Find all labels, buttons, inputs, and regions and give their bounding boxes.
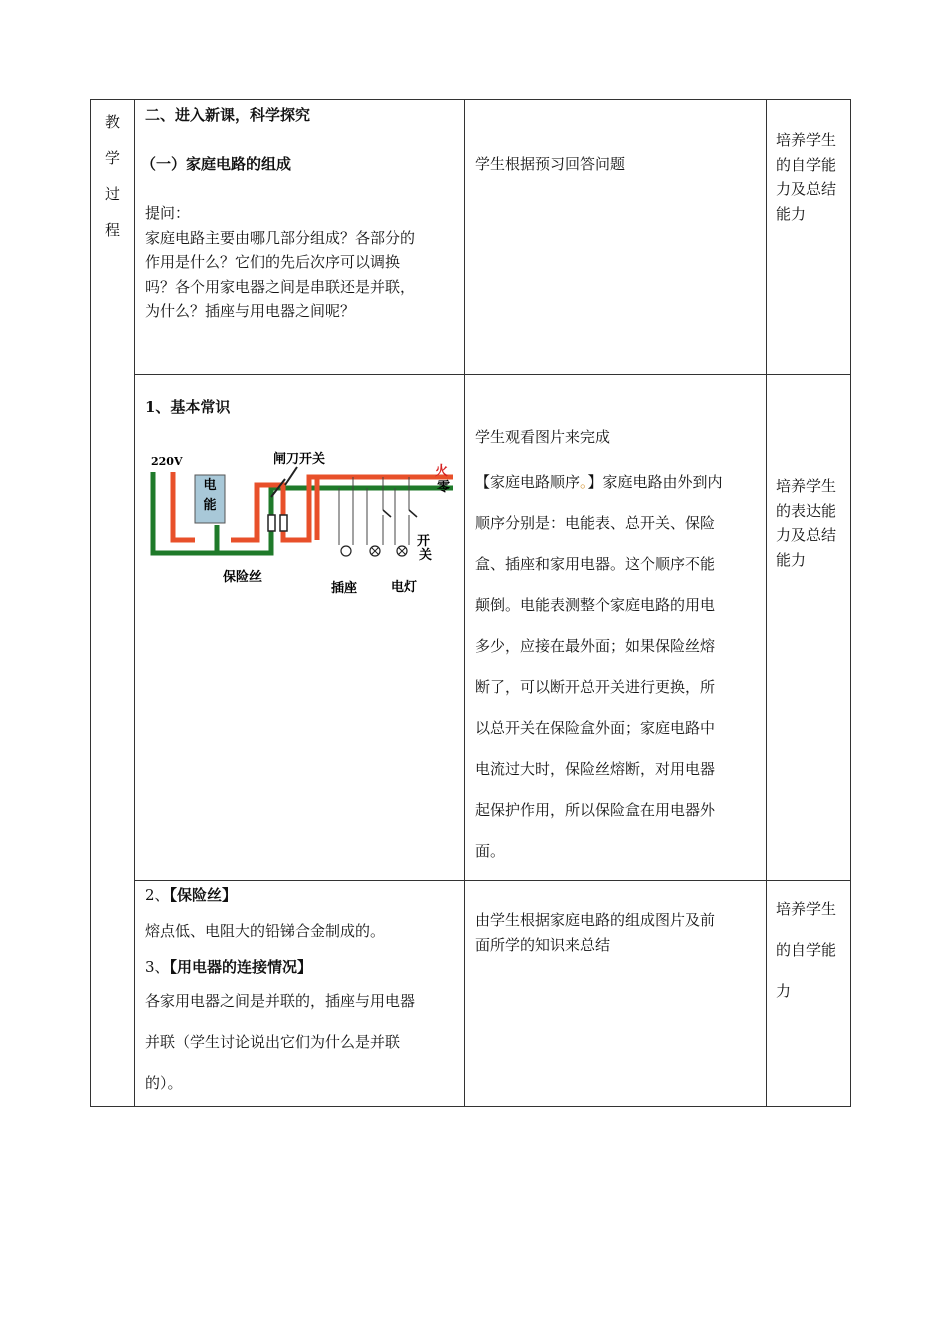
subsection-heading: （一）家庭电路的组成 (141, 155, 292, 173)
item-connection: 3、【用电器的连接情况】 (145, 958, 313, 976)
switch-icon (409, 510, 417, 517)
side-label: 教 学 过 程 (104, 113, 120, 239)
section-heading: 1、基本常识 (145, 398, 231, 416)
switch-label: 开 (417, 534, 431, 549)
item-fuse: 2、【保险丝】 (145, 886, 238, 904)
lamp-label: 电灯 (391, 580, 418, 595)
item-fuse-text: 熔点低、电阻大的铅锑合金制成的。 (145, 922, 386, 940)
student-activity-intro: 学生观看图片来完成 (475, 428, 611, 446)
fuse-icon (280, 515, 287, 531)
meter-label: 能 (203, 498, 217, 513)
switch-icon (383, 510, 391, 517)
teaching-goal: 培养学生 的表达能 力及总结 能力 (776, 477, 837, 569)
live-wire (173, 472, 195, 540)
student-activity: 由学生根据家庭电路的组成图片及前 面所学的知识来总结 (475, 911, 716, 954)
teaching-goal: 培养学生 的自学能 力 (776, 900, 837, 1000)
meter-label: 电 (203, 478, 217, 493)
student-activity: 【家庭电路顺序。】家庭电路由外到内 顺序分别是：电能表、总开关、保险 盒、插座和家用电器。这个顺序不能 颠倒。电能表测整个家庭电路的用电 多少，应接在最外面；如果保险丝熔 断了，可以断开总开关进行更换，所 以总开关在保险盒外面；家庭电路中 电流过大时，保险丝熔断，对用电器 起保护作用，所以保险盒在用电器外 面。 (475, 473, 723, 860)
socket-label: 插座 (331, 581, 358, 596)
student-activity: 学生根据预习回答问题 (475, 155, 626, 173)
voltage-label: 220V (151, 455, 183, 468)
knife-switch-label: 闸刀开关 (273, 452, 326, 467)
neutral-label: 零 (437, 480, 451, 495)
column-divider (766, 100, 767, 1106)
knife-switch-icon (285, 467, 297, 485)
column-divider (464, 100, 465, 1106)
item-connection-text: 各家用电器之间是并联的，插座与用电器 并联（学生讨论说出它们为什么是并联 的）。 (145, 992, 416, 1092)
question-block: 提问： 家庭电路主要由哪几部分组成？各部分的 作用是什么？它们的先后次序可以调换 吗？各个用家电器之间是串联还是并联， 为什么？插座与用电器之间呢？ (145, 204, 416, 320)
teaching-goal: 培养学生 的自学能 力及总结 能力 (776, 131, 837, 223)
row-divider (134, 880, 850, 881)
live-label: 火 (435, 464, 449, 479)
lesson-table (90, 99, 851, 1107)
fuse-icon (268, 515, 275, 531)
switch-label: 关 (419, 548, 433, 563)
column-divider (134, 100, 135, 1106)
socket-icon (341, 546, 351, 556)
fuse-label: 保险丝 (223, 570, 263, 585)
row-divider (134, 374, 850, 375)
household-circuit-diagram (147, 445, 457, 605)
section-heading: 二、进入新课，科学探究 (145, 106, 311, 124)
